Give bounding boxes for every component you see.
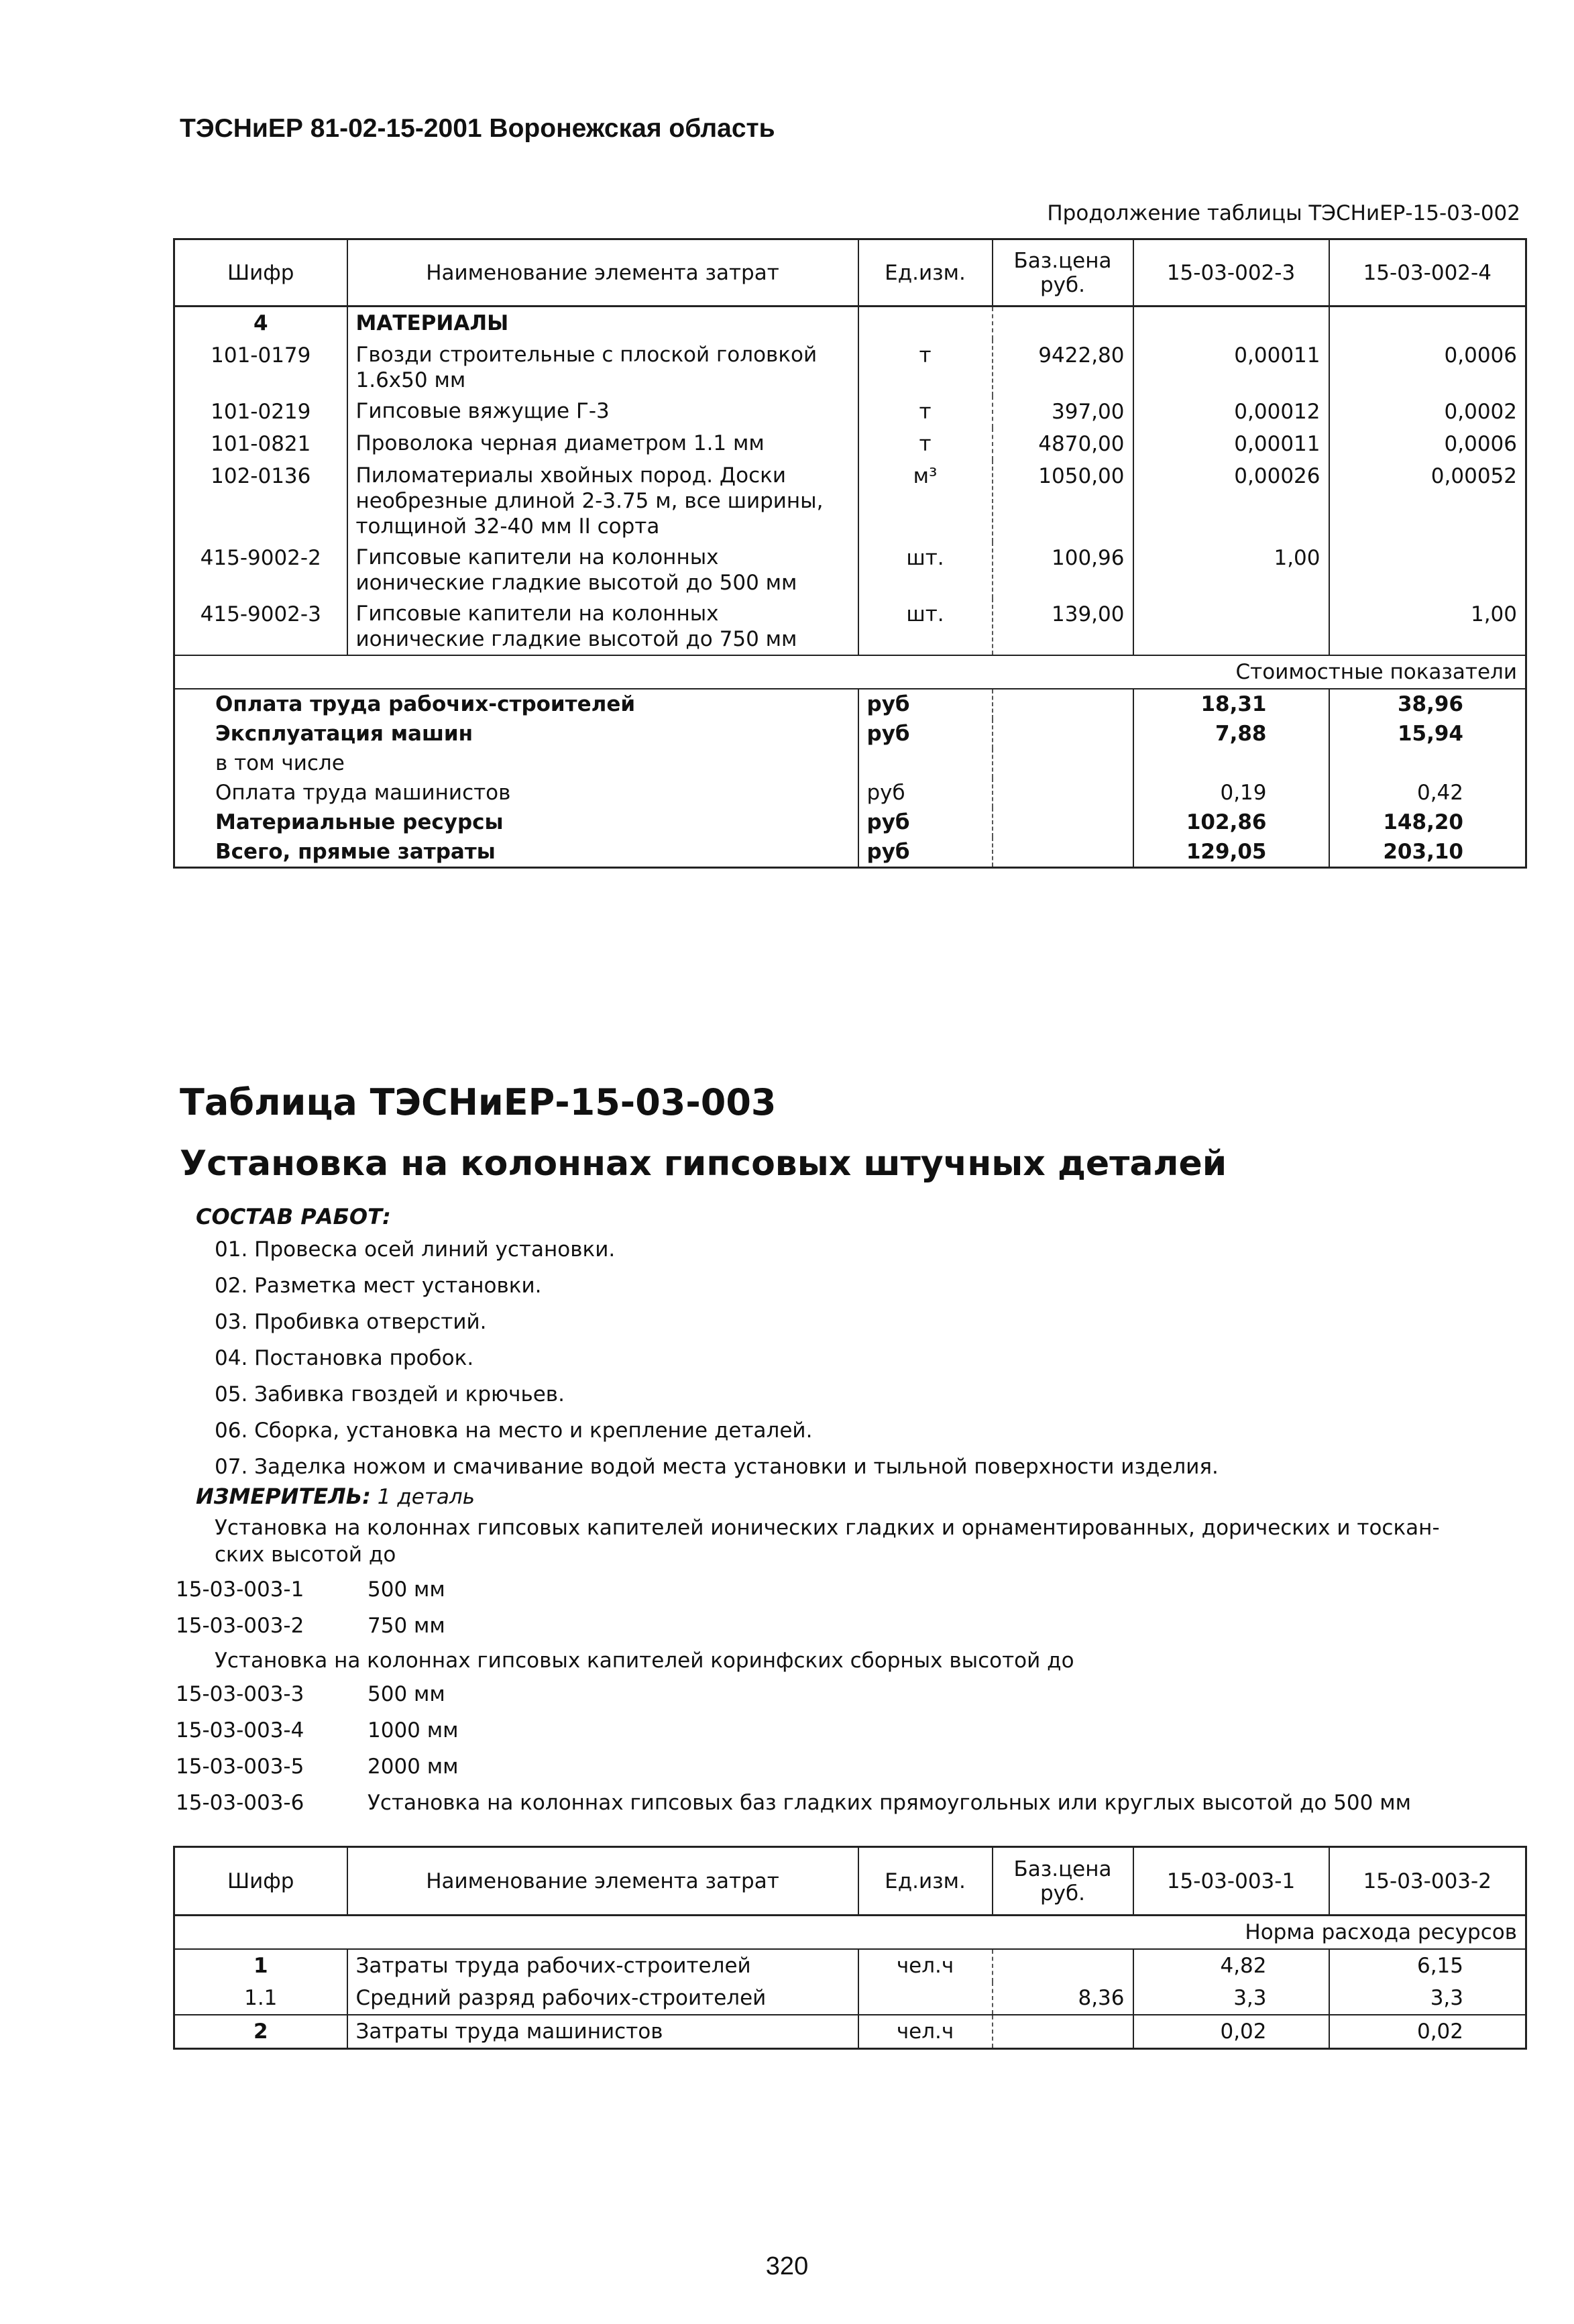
cost-value-15-03-002-4: 38,96 — [1329, 689, 1526, 719]
col-header-15-03-002-3: 15-03-002-3 — [1133, 239, 1329, 307]
meter-value: 1 деталь — [377, 1485, 475, 1509]
material-base-price: 100,96 — [993, 542, 1133, 598]
resource-row — [174, 1982, 1526, 2015]
cost-empty-price — [993, 719, 1133, 749]
material-row — [174, 428, 1526, 460]
material-base-price: 9422,80 — [993, 339, 1133, 396]
table2-header-row — [174, 1847, 1526, 1916]
cost-name: Всего, прямые затраты — [174, 837, 858, 868]
resource-value-15-03-003-2: 6,15 — [1329, 1949, 1526, 1982]
col-header-unit: Ед.изм. — [858, 239, 993, 307]
works-label: СОСТАВ РАБОТ: — [196, 1204, 391, 1229]
cost-value-15-03-002-3: 7,88 — [1133, 719, 1329, 749]
cost-empty-price — [993, 689, 1133, 719]
table-continuation-caption: Продолжение таблицы ТЭСНиЕР-15-03-002 — [1047, 201, 1520, 225]
meter-label: ИЗМЕРИТЕЛЬ: — [196, 1484, 371, 1509]
material-name: Гипсовые вяжущие Г-3 — [347, 396, 858, 428]
cost-row — [174, 778, 1526, 808]
rate-description: Установка на колоннах гипсовых баз гладких прямоугольных или круглых высотой до 500 мм — [368, 1791, 1411, 1815]
material-row — [174, 339, 1526, 396]
cost-name: Оплата труда рабочих-строителей — [174, 689, 858, 719]
material-code: 102-0136 — [174, 460, 347, 542]
t2-col-header-base-price: Баз.цена руб. — [993, 1847, 1133, 1916]
t2-col-header-name: Наименование элемента затрат — [347, 1847, 858, 1916]
material-value-15-03-002-4: 1,00 — [1329, 598, 1526, 655]
cost-value-15-03-002-3: 102,86 — [1133, 808, 1329, 837]
material-unit: м³ — [858, 460, 993, 542]
material-base-price: 139,00 — [993, 598, 1133, 655]
resource-base-price — [993, 2015, 1133, 2049]
t2-col-header-15-03-003-2: 15-03-003-2 — [1329, 1847, 1526, 1916]
rate-code: 15-03-003-6 — [176, 1791, 304, 1815]
cost-empty-price — [993, 808, 1133, 837]
material-base-price: 4870,00 — [993, 428, 1133, 460]
cost-unit: руб — [858, 837, 993, 868]
resource-value-15-03-003-1: 3,3 — [1133, 1982, 1329, 2015]
material-value-15-03-002-4: 0,0006 — [1329, 339, 1526, 396]
resource-value-15-03-003-1: 4,82 — [1133, 1949, 1329, 1982]
cost-value-15-03-002-3: 18,31 — [1133, 689, 1329, 719]
group1-title-line2: ских высотой до — [215, 1543, 396, 1567]
cost-row — [174, 808, 1526, 837]
resource-base-price — [993, 1949, 1133, 1982]
group1-title-line1: Установка на колоннах гипсовых капителей ионических гладких и орнаментированных, дорических и тоскан- — [215, 1516, 1440, 1540]
cost-unit: руб — [858, 778, 993, 808]
material-unit: шт. — [858, 598, 993, 655]
material-base-price: 397,00 — [993, 396, 1133, 428]
cost-row — [174, 749, 1526, 778]
page-number: 320 — [765, 2252, 809, 2280]
work-step: 02. Разметка мест установки. — [215, 1274, 542, 1298]
material-code: 415-9002-2 — [174, 542, 347, 598]
table-title: Таблица ТЭСНиЕР-15-03-003 — [180, 1081, 777, 1123]
material-code: 415-9002-3 — [174, 598, 347, 655]
col-header-15-03-002-4: 15-03-002-4 — [1329, 239, 1526, 307]
work-step: 03. Пробивка отверстий. — [215, 1310, 487, 1334]
material-row — [174, 460, 1526, 542]
resource-name: Затраты труда машинистов — [347, 2015, 858, 2049]
material-name: Пиломатериалы хвойных пород. Доски необрезные длиной 2-3.75 м, все ширины, толщиной 32-40 мм II сорта — [347, 460, 858, 542]
rate-description: 2000 мм — [368, 1755, 459, 1779]
material-value-15-03-002-4: 0,0006 — [1329, 428, 1526, 460]
material-value-15-03-002-4 — [1329, 542, 1526, 598]
cost-value-15-03-002-3: 0,19 — [1133, 778, 1329, 808]
cost-name: Оплата труда машинистов — [174, 778, 858, 808]
running-header: ТЭСНиЕР 81-02-15-2001 Воронежская область — [180, 114, 775, 143]
material-value-15-03-002-4: 0,0002 — [1329, 396, 1526, 428]
table-subtitle: Установка на колоннах гипсовых штучных деталей — [180, 1144, 1227, 1184]
col-header-name: Наименование элемента затрат — [347, 239, 858, 307]
material-value-15-03-002-4: 0,00052 — [1329, 460, 1526, 542]
material-code: 101-0179 — [174, 339, 347, 396]
material-name: Гвозди строительные с плоской головкой 1.6х50 мм — [347, 339, 858, 396]
cost-empty-price — [993, 749, 1133, 778]
material-value-15-03-002-3: 0,00011 — [1133, 339, 1329, 396]
material-unit: т — [858, 396, 993, 428]
cost-unit: руб — [858, 808, 993, 837]
material-value-15-03-002-3: 0,00012 — [1133, 396, 1329, 428]
material-code: 101-0821 — [174, 428, 347, 460]
cost-value-15-03-002-4: 148,20 — [1329, 808, 1526, 837]
material-row — [174, 542, 1526, 598]
t2-col-header-15-03-003-1: 15-03-003-1 — [1133, 1847, 1329, 1916]
cost-value-15-03-002-4: 15,94 — [1329, 719, 1526, 749]
cost-name: Материальные ресурсы — [174, 808, 858, 837]
cost-name: Эксплуатация машин — [174, 719, 858, 749]
resource-code: 1.1 — [174, 1982, 347, 2015]
rate-description: 500 мм — [368, 1578, 445, 1602]
resource-unit: чел.ч — [858, 1949, 993, 1982]
rate-code: 15-03-003-1 — [176, 1578, 304, 1602]
rate-description: 750 мм — [368, 1614, 445, 1638]
cost-empty-price — [993, 778, 1133, 808]
work-step: 07. Заделка ножом и смачивание водой места установки и тыльной поверхности изделия. — [215, 1455, 1219, 1479]
cost-row — [174, 719, 1526, 749]
cost-value-15-03-002-4: 203,10 — [1329, 837, 1526, 868]
cost-caption-row — [174, 655, 1526, 689]
material-name: Гипсовые капители на колонных ионические гладкие высотой до 750 мм — [347, 598, 858, 655]
col-header-base-price: Баз.цена руб. — [993, 239, 1133, 307]
norm-caption-row — [174, 1916, 1526, 1950]
t2-col-header-unit: Ед.изм. — [858, 1847, 993, 1916]
material-row — [174, 396, 1526, 428]
resource-code: 2 — [174, 2015, 347, 2049]
resource-row — [174, 2015, 1526, 2049]
material-name: Гипсовые капители на колонных ионические гладкие высотой до 500 мм — [347, 542, 858, 598]
work-step: 05. Забивка гвоздей и крючьев. — [215, 1382, 565, 1406]
resource-name: Средний разряд рабочих-строителей — [347, 1982, 858, 2015]
work-step: 01. Провеска осей линий установки. — [215, 1237, 616, 1262]
material-value-15-03-002-3 — [1133, 598, 1329, 655]
resource-name: Затраты труда рабочих-строителей — [347, 1949, 858, 1982]
cost-value-15-03-002-3: 129,05 — [1133, 837, 1329, 868]
cost-unit: руб — [858, 719, 993, 749]
cost-caption: Стоимостные показатели — [1133, 655, 1526, 689]
rate-code: 15-03-003-2 — [176, 1614, 304, 1638]
material-value-15-03-002-3: 0,00011 — [1133, 428, 1329, 460]
cost-row — [174, 837, 1526, 868]
material-base-price: 1050,00 — [993, 460, 1133, 542]
resource-value-15-03-003-2: 0,02 — [1329, 2015, 1526, 2049]
cost-value-15-03-002-3 — [1133, 749, 1329, 778]
resource-row — [174, 1949, 1526, 1982]
section-code: 4 — [174, 307, 347, 340]
norm-caption: Норма расхода ресурсов — [1133, 1916, 1526, 1950]
rate-code: 15-03-003-5 — [176, 1755, 304, 1779]
cost-empty-price — [993, 837, 1133, 868]
material-unit: т — [858, 339, 993, 396]
work-step: 04. Постановка пробок. — [215, 1346, 474, 1370]
cost-unit: руб — [858, 689, 993, 719]
material-value-15-03-002-3: 0,00026 — [1133, 460, 1329, 542]
cost-value-15-03-002-4 — [1329, 749, 1526, 778]
cost-name: в том числе — [174, 749, 858, 778]
rate-code: 15-03-003-3 — [176, 1682, 304, 1706]
material-unit: шт. — [858, 542, 993, 598]
cost-row — [174, 689, 1526, 719]
material-name: Проволока черная диаметром 1.1 мм — [347, 428, 858, 460]
t2-col-header-code: Шифр — [174, 1847, 347, 1916]
material-code: 101-0219 — [174, 396, 347, 428]
rate-description: 1000 мм — [368, 1718, 459, 1742]
resource-table-15-03-003 — [173, 1846, 1527, 2050]
group2-title: Установка на колоннах гипсовых капителей коринфских сборных высотой до — [215, 1649, 1074, 1673]
meter-line — [196, 1484, 475, 1509]
resource-value-15-03-003-1: 0,02 — [1133, 2015, 1329, 2049]
section-name: МАТЕРИАЛЫ — [347, 307, 858, 340]
section-row — [174, 307, 1526, 340]
rate-description: 500 мм — [368, 1682, 445, 1706]
cost-unit — [858, 749, 993, 778]
rate-code: 15-03-003-4 — [176, 1718, 304, 1742]
material-value-15-03-002-3: 1,00 — [1133, 542, 1329, 598]
work-step: 06. Сборка, установка на место и крепление деталей. — [215, 1419, 813, 1443]
resource-value-15-03-003-2: 3,3 — [1329, 1982, 1526, 2015]
material-unit: т — [858, 428, 993, 460]
cost-value-15-03-002-4: 0,42 — [1329, 778, 1526, 808]
table-header-row — [174, 239, 1526, 307]
resource-unit: чел.ч — [858, 2015, 993, 2049]
resource-code: 1 — [174, 1949, 347, 1982]
resource-base-price: 8,36 — [993, 1982, 1133, 2015]
resource-table-15-03-002 — [173, 238, 1527, 869]
material-row — [174, 598, 1526, 655]
col-header-code: Шифр — [174, 239, 347, 307]
resource-unit — [858, 1982, 993, 2015]
